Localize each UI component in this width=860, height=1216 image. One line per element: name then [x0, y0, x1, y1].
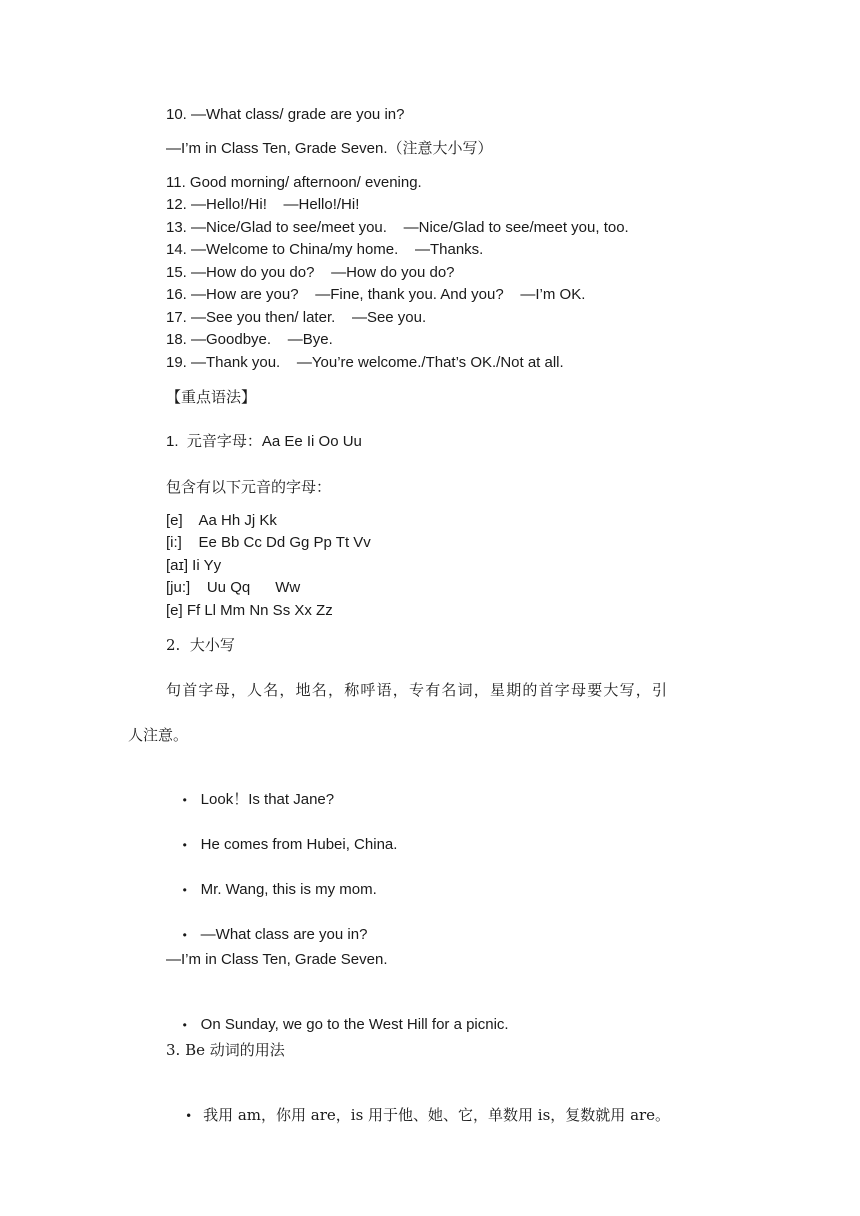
vowel-group-ai: [aɪ] Ii Yy [166, 557, 222, 574]
capitals-rule-continued: 人注意。 [128, 726, 189, 744]
dialogue-line-10: 10. —What class/ grade are you in? [166, 106, 405, 123]
vowel-group-ju: [ju:] Uu Qq Ww [166, 579, 301, 596]
dialogue-line-16: 16. —How are you? —Fine, thank you. And you? —I’m OK. [166, 286, 586, 303]
example-text: On Sunday, we go to the West Hill for a picnic. [200, 1016, 509, 1033]
dialogue-line-13: 13. —Nice/Glad to see/meet you. —Nice/Glad to see/meet you, too. [166, 219, 629, 236]
dialogue-line-19: 19. —Thank you. —You’re welcome./That’s OK./Not at all. [166, 354, 564, 371]
dialogue-line-17: 17. —See you then/ later. —See you. [166, 309, 427, 326]
capitals-example-answer: —I’m in Class Ten, Grade Seven. [166, 951, 388, 968]
vowel-group-i: [i:] Ee Bb Cc Dd Gg Pp Tt Vv [166, 534, 371, 551]
bullet-icon: • [182, 793, 187, 807]
be-verb-rule [166, 1085, 670, 1146]
example-text: Mr. Wang, this is my mom. [200, 881, 377, 898]
bullet-icon: • [182, 1018, 187, 1032]
example-text: He comes from Hubei, China. [200, 836, 398, 853]
be-verb-rule-text: 我用 am，你用 are，is 用于他、她、它，单数用 is，复数就用 are。 [203, 1106, 671, 1124]
dialogue-line-11: 11. Good morning/ afternoon/ evening. [166, 174, 422, 191]
bullet-icon: • [185, 1109, 193, 1123]
be-verb-heading: 3. Be 动词的用法 [166, 1041, 285, 1059]
capitals-heading: 2. 大小写 [166, 636, 235, 654]
dialogue-line-15: 15. —How do you do? —How do you do? [166, 264, 455, 281]
bullet-icon: • [182, 928, 187, 942]
vowels-intro: 包含有以下元音的字母： [166, 478, 332, 496]
example-text: —What class are you in? [200, 926, 368, 943]
dialogue-line-12: 12. —Hello!/Hi! —Hello!/Hi! [166, 196, 360, 213]
grammar-heading: 【重点语法】 [166, 388, 257, 406]
vowels-heading: 1. 元音字母：Aa Ee Ii Oo Uu [166, 433, 362, 450]
vowel-group-e2: [e] Ff Ll Mm Nn Ss Xx Zz [166, 602, 333, 619]
bullet-icon: • [182, 883, 187, 897]
dialogue-line-14: 14. —Welcome to China/my home. —Thanks. [166, 241, 484, 258]
bullet-icon: • [182, 838, 187, 852]
example-text: Look！Is that Jane? [200, 791, 335, 808]
dialogue-line-18: 18. —Goodbye. —Bye. [166, 331, 333, 348]
capitals-rule: 句首字母，人名，地名，称呼语，专有名词，星期的首字母要大写，引 [166, 681, 669, 699]
vowel-group-e: [e] Aa Hh Jj Kk [166, 512, 277, 529]
dialogue-line-10-answer: —I’m in Class Ten, Grade Seven.（注意大小写） [166, 140, 493, 157]
